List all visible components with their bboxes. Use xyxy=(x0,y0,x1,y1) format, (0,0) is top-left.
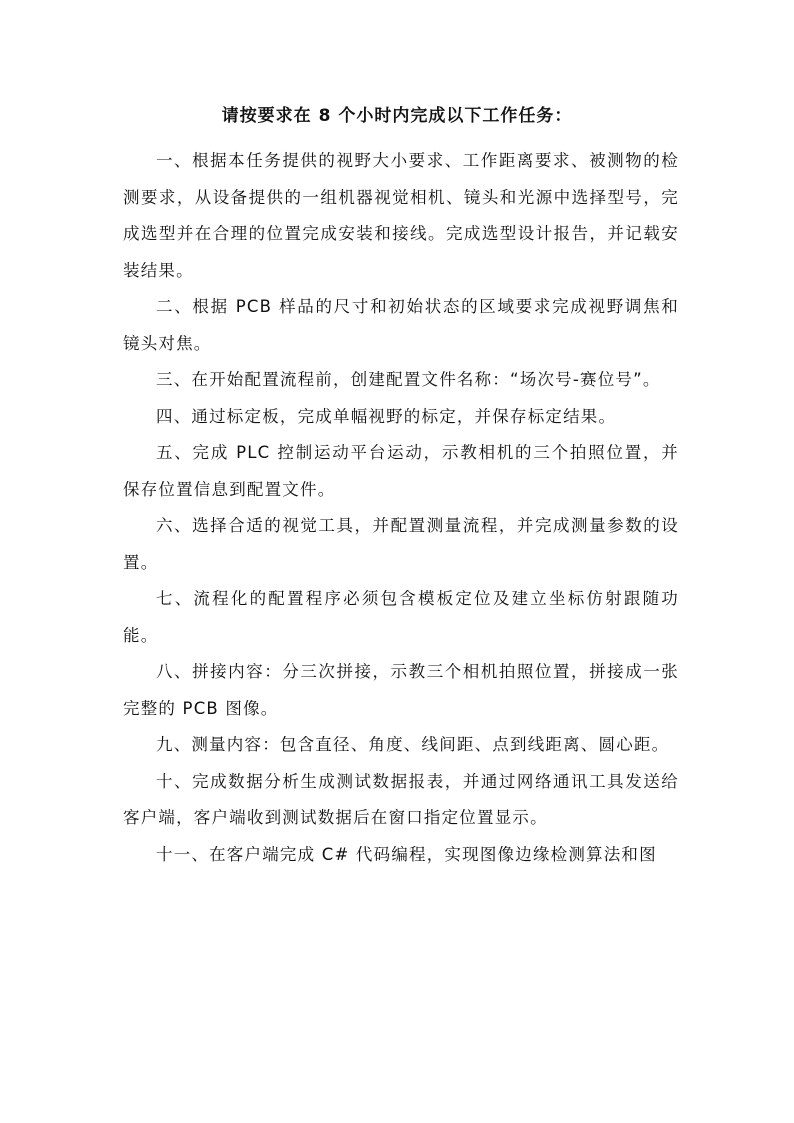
task-item-11: 十一、在客户端完成 C# 代码编程，实现图像边缘检测算法和图 xyxy=(156,844,657,864)
task-item-10: 十、完成数据分析生成测试数据报表，并通过网络通讯工具发送给客户端，客户端收到测试数据后在窗口指定位置显示。 xyxy=(123,771,679,827)
task-item-6: 六、选择合适的视觉工具，并配置测量流程，并完成测量参数的设置。 xyxy=(123,516,679,572)
task-item-4: 四、通过标定板，完成单幅视野的标定，并保存标定结果。 xyxy=(156,406,617,426)
task-list xyxy=(123,143,679,873)
task-item-2: 二、根据 PCB 样品的尺寸和初始状态的区域要求完成视野调焦和镜头对焦。 xyxy=(123,297,679,353)
task-item-1: 一、根据本任务提供的视野大小要求、工作距离要求、被测物的检测要求，从设备提供的一组机器视觉相机、镜头和光源中选择型号，完成选型并在合理的位置完成安装和接线。完成选型设计报告，并记载安装结果。 xyxy=(123,151,679,280)
task-item-3: 三、在开始配置流程前，创建配置文件名称：“场次号-赛位号”。 xyxy=(156,370,661,389)
document-title: 请按要求在 8 个小时内完成以下工作任务： xyxy=(221,106,573,126)
task-item-8: 八、拼接内容：分三次拼接，示教三个相机拍照位置，拼接成一张完整的 PCB 图像。 xyxy=(123,662,679,718)
task-item-7: 七、流程化的配置程序必须包含模板定位及建立坐标仿射跟随功能。 xyxy=(123,589,679,645)
task-item-5: 五、完成 PLC 控制运动平台运动，示教相机的三个拍照位置，并保存位置信息到配置文件。 xyxy=(123,443,679,499)
task-item-9: 九、测量内容：包含直径、角度、线间距、点到线距离、圆心距。 xyxy=(156,735,670,754)
